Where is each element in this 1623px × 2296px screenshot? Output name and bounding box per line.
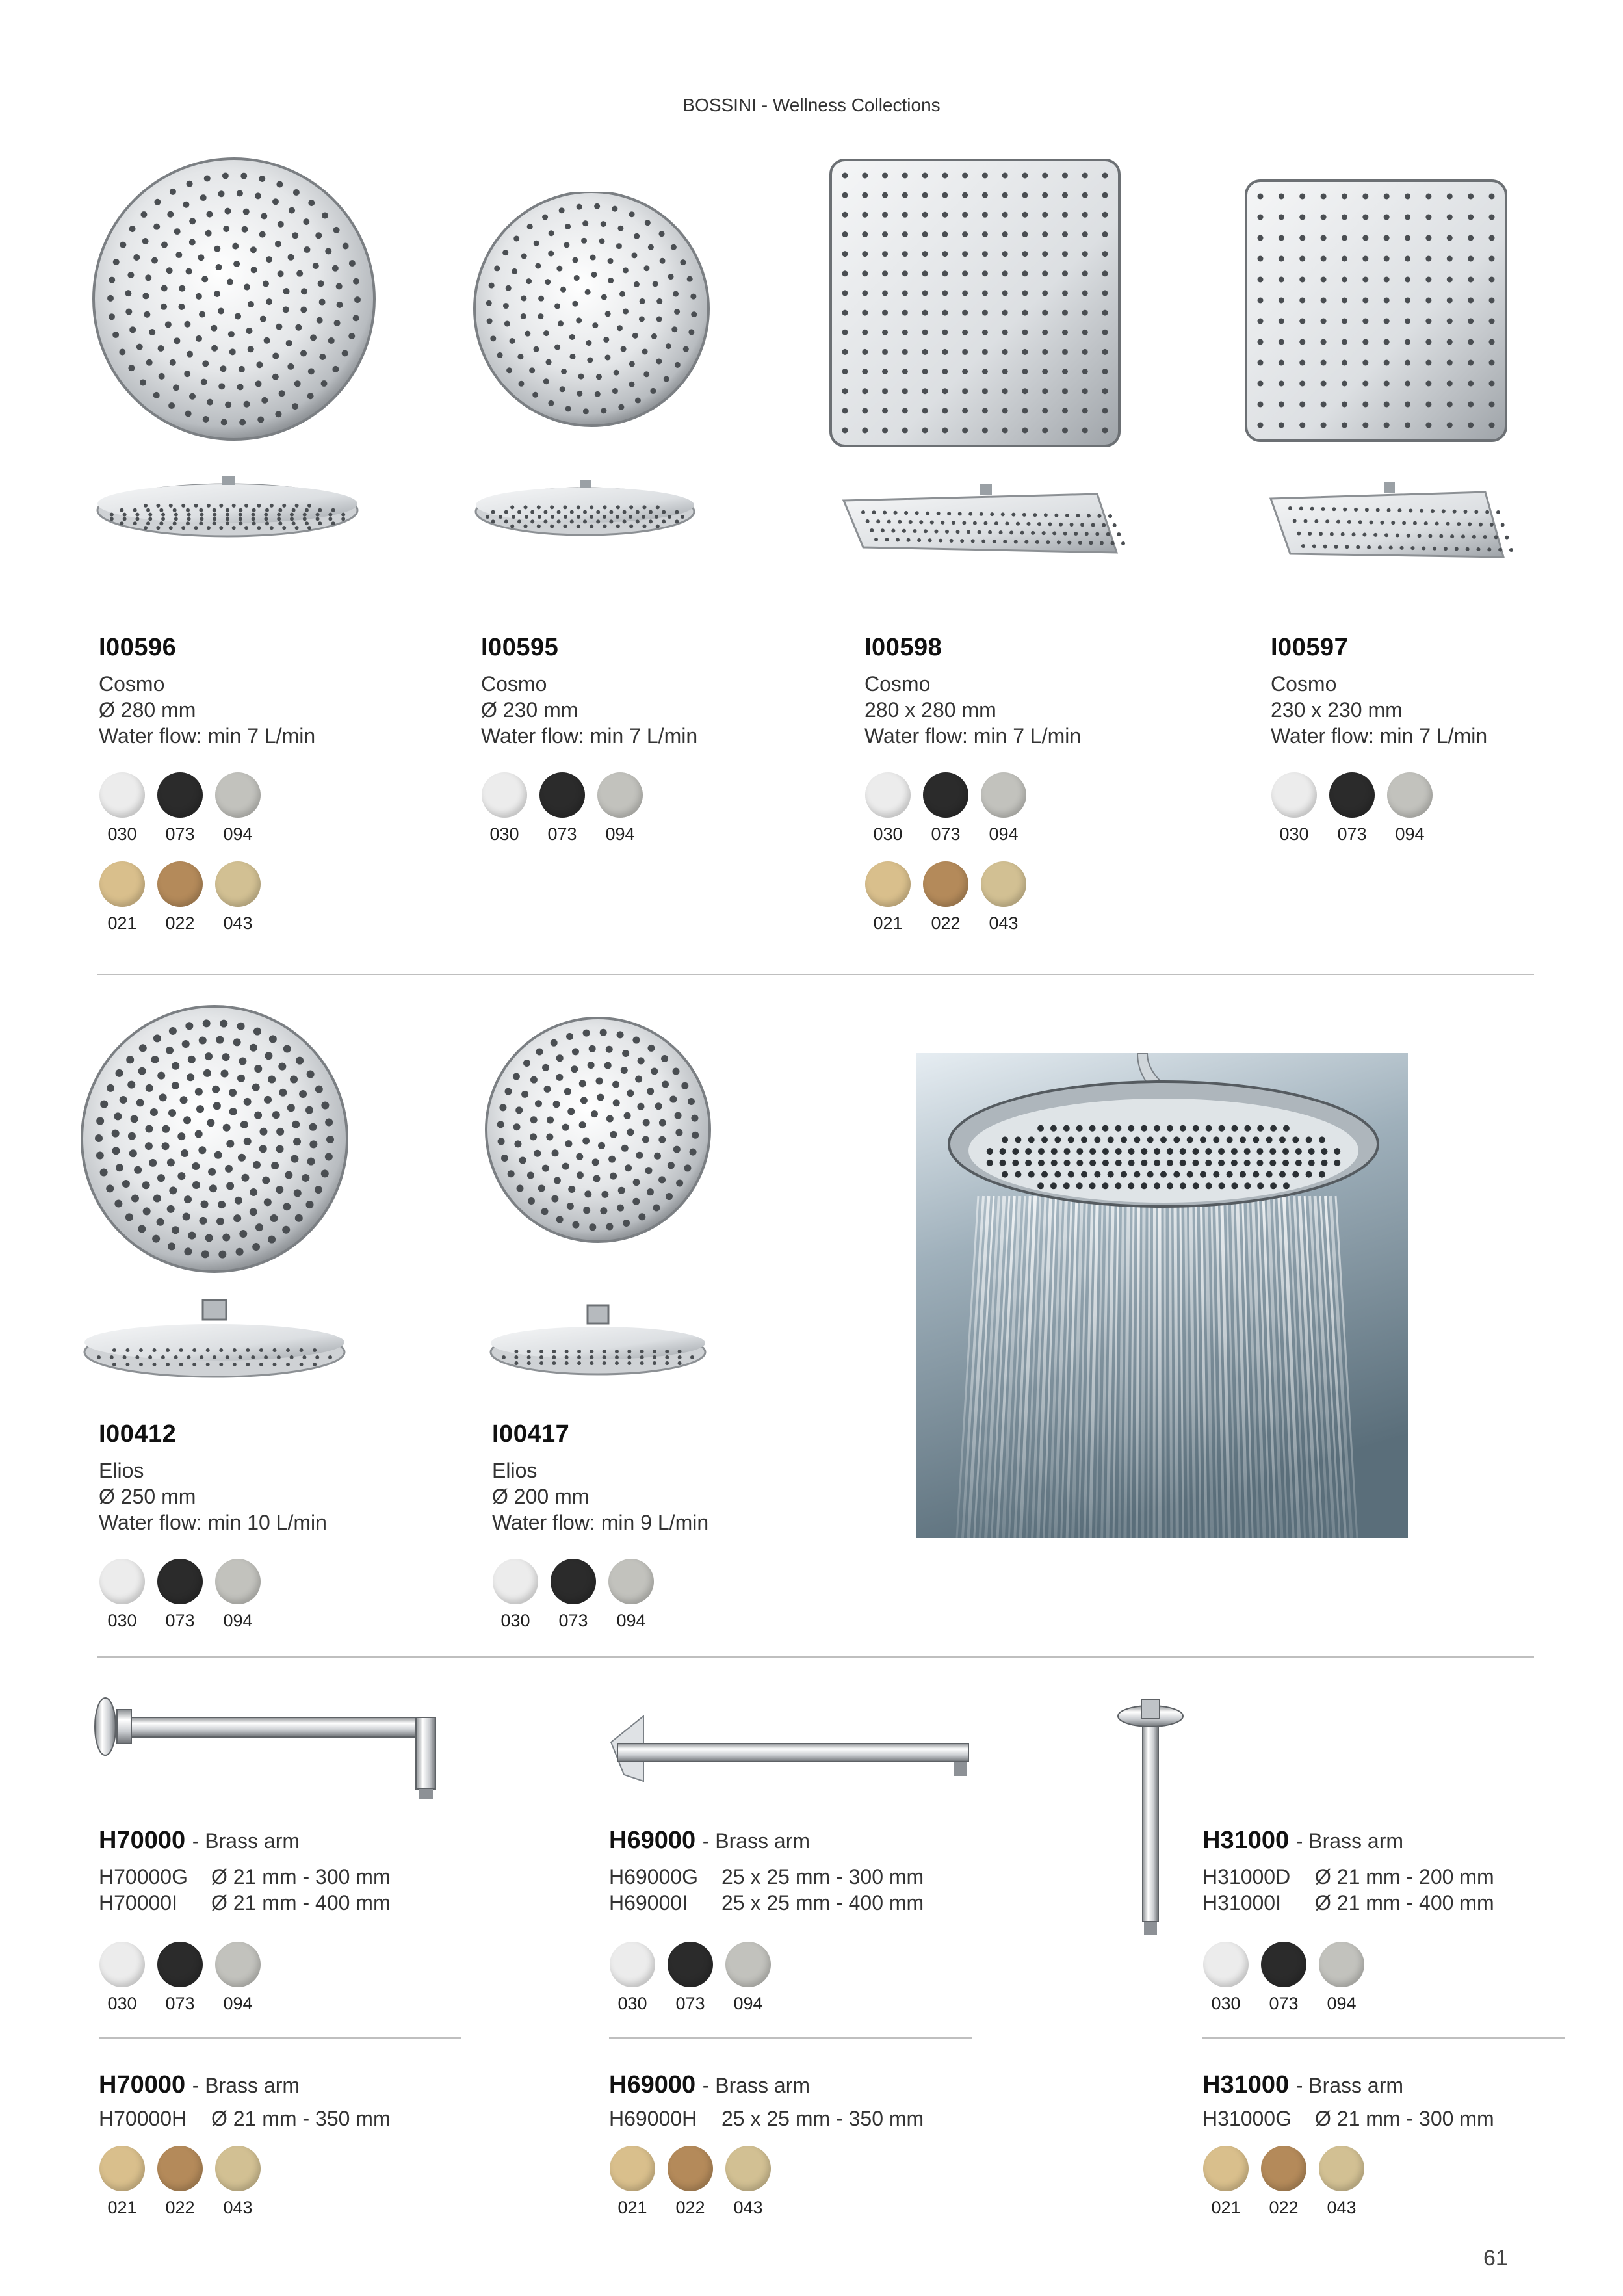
variant-code: H70000G	[99, 1865, 188, 1888]
product-name: Cosmo	[864, 672, 931, 696]
finish-code: 073	[1269, 1994, 1299, 2013]
finish-color-dot	[610, 2146, 655, 2191]
arm-subtitle: - Brass arm	[192, 1829, 300, 1853]
finish-color-dot	[157, 861, 203, 907]
variant-size: Ø 21 mm - 400 mm	[211, 1891, 391, 1914]
divider	[1202, 2037, 1565, 2039]
finish-swatch	[539, 772, 586, 844]
page-number: 61	[1483, 2246, 1508, 2271]
variant-code: H70000I	[99, 1891, 177, 1914]
variant-size: 25 x 25 mm - 400 mm	[721, 1891, 924, 1914]
arm-variant	[609, 2106, 973, 2132]
divider	[97, 1656, 1534, 1658]
finish-swatch	[550, 1559, 597, 1631]
product-name: Elios	[492, 1459, 538, 1482]
color-swatches	[864, 772, 1189, 844]
product-name: Elios	[99, 1459, 144, 1482]
finish-code: 030	[107, 1994, 137, 2013]
finish-color-dot	[981, 772, 1026, 818]
variant-size: Ø 21 mm - 400 mm	[1315, 1891, 1494, 1914]
finish-code: 073	[931, 824, 961, 844]
arm-card	[1202, 1827, 1566, 2218]
color-swatches	[99, 861, 424, 933]
product-flow: Water flow: min 9 L/min	[492, 1511, 709, 1534]
finish-color-dot	[215, 1559, 261, 1604]
finish-color-dot	[1319, 1942, 1364, 1987]
product-card	[481, 634, 806, 844]
finish-color-dot	[99, 861, 145, 907]
arm-title	[1202, 2071, 1566, 2099]
finish-color-dot	[597, 772, 643, 818]
product-code: I00596	[99, 634, 177, 661]
variant-size: 25 x 25 mm - 300 mm	[721, 1865, 924, 1888]
variant-code: H31000G	[1202, 2107, 1292, 2130]
finish-swatch	[1318, 1942, 1365, 2014]
finish-swatch	[667, 2146, 714, 2218]
arm-subtitle: - Brass arm	[1295, 2074, 1404, 2097]
variant-size: Ø 21 mm - 300 mm	[211, 1865, 391, 1888]
variant-code: H69000H	[609, 2107, 697, 2130]
variant-code: H70000H	[99, 2107, 187, 2130]
finish-swatch	[99, 1942, 146, 2014]
finish-swatch	[864, 772, 911, 844]
color-swatches	[864, 861, 1189, 933]
variant-code: H69000I	[609, 1891, 688, 1914]
finish-color-dot	[157, 1559, 203, 1604]
finish-code: 030	[489, 824, 519, 844]
arm-code: H31000	[1202, 2071, 1290, 2098]
finish-color-dot	[923, 861, 968, 907]
finish-swatch	[214, 1559, 261, 1631]
product-image-i00596	[78, 156, 390, 546]
finish-code: 073	[165, 1994, 195, 2013]
product-code: I00598	[864, 634, 942, 661]
arm-variant	[1202, 1864, 1566, 1890]
finish-color-dot	[157, 2146, 203, 2191]
arm-image-h70000	[91, 1690, 455, 1801]
arm-subtitle: - Brass arm	[192, 2074, 300, 2097]
finish-code: 073	[1337, 824, 1367, 844]
arm-card	[609, 1827, 973, 2218]
finish-code: 030	[1279, 824, 1309, 844]
product-size: Ø 230 mm	[481, 698, 578, 722]
product-size: Ø 280 mm	[99, 698, 196, 722]
arm-variant	[99, 2106, 463, 2132]
finish-swatch	[864, 861, 911, 933]
finish-color-dot	[1271, 772, 1317, 818]
finish-color-dot	[725, 2146, 771, 2191]
product-code: I00595	[481, 634, 559, 661]
finish-color-dot	[1329, 772, 1375, 818]
finish-color-dot	[215, 2146, 261, 2191]
variant-size: Ø 21 mm - 300 mm	[1315, 2107, 1494, 2130]
finish-swatch	[157, 1942, 203, 2014]
finish-code: 043	[1327, 2198, 1357, 2217]
finish-swatch	[1271, 772, 1318, 844]
arm-variant	[609, 1890, 973, 1916]
finish-swatch	[980, 772, 1027, 844]
finish-code: 030	[617, 1994, 647, 2013]
finish-code: 030	[107, 1611, 137, 1630]
finish-code: 021	[873, 913, 903, 933]
finish-color-dot	[1203, 1942, 1249, 1987]
variant-code: H31000D	[1202, 1865, 1291, 1888]
product-image-i00598	[824, 156, 1130, 566]
product-code: I00597	[1271, 634, 1349, 661]
finish-code: 094	[989, 824, 1019, 844]
finish-code: 030	[873, 824, 903, 844]
finish-code: 030	[500, 1611, 530, 1630]
finish-color-dot	[1261, 2146, 1306, 2191]
finish-code: 043	[733, 2198, 763, 2217]
finish-swatch	[608, 1559, 655, 1631]
finish-code: 073	[558, 1611, 588, 1630]
variant-code: H69000G	[609, 1865, 698, 1888]
finish-swatch	[597, 772, 643, 844]
color-swatches	[492, 1559, 817, 1631]
finish-code: 043	[989, 913, 1019, 933]
finish-swatch	[99, 2146, 146, 2218]
finish-color-dot	[215, 1942, 261, 1987]
finish-color-dot	[865, 861, 911, 907]
product-size: Ø 250 mm	[99, 1485, 196, 1508]
arm-title	[99, 1827, 463, 1855]
arm-title	[609, 1827, 973, 1855]
color-swatches	[1202, 2146, 1566, 2218]
finish-swatch	[481, 772, 528, 844]
finish-code: 094	[1395, 824, 1425, 844]
variant-size: Ø 21 mm - 200 mm	[1315, 1865, 1494, 1888]
finish-swatch	[492, 1559, 539, 1631]
product-card	[1271, 634, 1596, 844]
finish-swatch	[1202, 1942, 1249, 2014]
product-flow: Water flow: min 7 L/min	[99, 724, 316, 748]
finish-swatch	[980, 861, 1027, 933]
finish-code: 022	[1269, 2198, 1299, 2217]
arm-title	[99, 2071, 463, 2099]
finish-color-dot	[1203, 2146, 1249, 2191]
finish-color-dot	[1387, 772, 1433, 818]
color-swatches	[99, 772, 424, 844]
finish-color-dot	[99, 1942, 145, 1987]
finish-swatch	[157, 861, 203, 933]
color-swatches	[1202, 1942, 1566, 2014]
product-flow: Water flow: min 7 L/min	[1271, 724, 1488, 748]
product-image-i00417	[474, 1014, 721, 1378]
finish-swatch	[99, 861, 146, 933]
product-flow: Water flow: min 7 L/min	[864, 724, 1082, 748]
finish-code: 021	[617, 2198, 647, 2217]
finish-code: 073	[165, 824, 195, 844]
product-code: I00417	[492, 1420, 570, 1448]
arm-variant	[1202, 2106, 1566, 2132]
finish-swatch	[1318, 2146, 1365, 2218]
product-card	[99, 1420, 424, 1631]
finish-swatch	[157, 772, 203, 844]
finish-color-dot	[215, 772, 261, 818]
finish-code: 043	[223, 913, 253, 933]
finish-code: 022	[931, 913, 961, 933]
finish-code: 094	[605, 824, 635, 844]
finish-code: 073	[675, 1994, 705, 2013]
color-swatches	[99, 1942, 463, 2014]
color-swatches	[1271, 772, 1596, 844]
product-image-i00597	[1238, 177, 1518, 567]
finish-code: 094	[1327, 1994, 1357, 2013]
arm-title	[1202, 1827, 1566, 1855]
finish-code: 094	[223, 1994, 253, 2013]
finish-color-dot	[215, 861, 261, 907]
product-name: Cosmo	[481, 672, 547, 696]
product-image-i00412	[65, 1001, 364, 1391]
finish-color-dot	[99, 2146, 145, 2191]
product-card	[864, 634, 1189, 933]
finish-color-dot	[99, 1559, 145, 1604]
finish-swatch	[922, 861, 969, 933]
finish-swatch	[1260, 2146, 1307, 2218]
arm-code: H70000	[99, 1827, 186, 1854]
finish-color-dot	[981, 861, 1026, 907]
finish-swatch	[1260, 1942, 1307, 2014]
arm-code: H31000	[1202, 1827, 1290, 1854]
arm-subtitle: - Brass arm	[702, 2074, 811, 2097]
divider	[609, 2037, 972, 2039]
finish-code: 073	[547, 824, 577, 844]
finish-color-dot	[923, 772, 968, 818]
finish-swatch	[725, 1942, 772, 2014]
color-swatches	[99, 1559, 424, 1631]
finish-color-dot	[608, 1559, 654, 1604]
finish-swatch	[214, 1942, 261, 2014]
finish-swatch	[99, 772, 146, 844]
divider	[99, 2037, 461, 2039]
finish-code: 043	[223, 2198, 253, 2217]
finish-swatch	[725, 2146, 772, 2218]
product-size: 230 x 230 mm	[1271, 698, 1403, 722]
product-size: 280 x 280 mm	[864, 698, 996, 722]
finish-color-dot	[1261, 1942, 1306, 1987]
arm-subtitle: - Brass arm	[702, 1829, 811, 1853]
finish-color-dot	[539, 772, 585, 818]
finish-code: 094	[733, 1994, 763, 2013]
finish-code: 094	[223, 1611, 253, 1630]
product-flow: Water flow: min 10 L/min	[99, 1511, 327, 1534]
color-swatches	[609, 1942, 973, 2014]
finish-color-dot	[99, 772, 145, 818]
product-name: Cosmo	[1271, 672, 1337, 696]
finish-swatch	[157, 1559, 203, 1631]
arm-variant	[99, 1864, 463, 1890]
color-swatches	[609, 2146, 973, 2218]
arm-code: H69000	[609, 1827, 696, 1854]
finish-color-dot	[668, 2146, 713, 2191]
page-header: BOSSINI - Wellness Collections	[682, 95, 941, 115]
color-swatches	[99, 2146, 463, 2218]
finish-code: 021	[107, 913, 137, 933]
divider	[97, 974, 1534, 975]
finish-code: 094	[616, 1611, 646, 1630]
finish-color-dot	[482, 772, 527, 818]
finish-swatch	[157, 2146, 203, 2218]
finish-color-dot	[493, 1559, 538, 1604]
arm-image-h69000	[598, 1703, 975, 1794]
finish-swatch	[609, 1942, 656, 2014]
variant-code: H31000I	[1202, 1891, 1281, 1914]
finish-code: 022	[165, 2198, 195, 2217]
arm-variant	[99, 1890, 463, 1916]
finish-code: 021	[1211, 2198, 1241, 2217]
product-flow: Water flow: min 7 L/min	[481, 724, 698, 748]
finish-color-dot	[610, 1942, 655, 1987]
arm-image-h31000	[1105, 1690, 1196, 1937]
finish-swatch	[922, 772, 969, 844]
finish-color-dot	[865, 772, 911, 818]
variant-size: 25 x 25 mm - 350 mm	[721, 2107, 924, 2130]
finish-code: 073	[165, 1611, 195, 1630]
finish-swatch	[214, 2146, 261, 2218]
arm-variant	[609, 1864, 973, 1890]
product-image-i00595	[455, 192, 728, 556]
finish-color-dot	[1319, 2146, 1364, 2191]
finish-code: 021	[107, 2198, 137, 2217]
arm-card	[99, 1827, 463, 2218]
product-card	[99, 634, 424, 933]
finish-code: 030	[107, 824, 137, 844]
finish-code: 030	[1211, 1994, 1241, 2013]
arm-variant	[1202, 1890, 1566, 1916]
product-code: I00412	[99, 1420, 177, 1448]
finish-color-dot	[157, 1942, 203, 1987]
finish-code: 022	[675, 2198, 705, 2217]
finish-swatch	[1202, 2146, 1249, 2218]
finish-swatch	[667, 1942, 714, 2014]
finish-color-dot	[725, 1942, 771, 1987]
product-size: Ø 200 mm	[492, 1485, 590, 1508]
variant-size: Ø 21 mm - 350 mm	[211, 2107, 391, 2130]
finish-code: 094	[223, 824, 253, 844]
finish-code: 022	[165, 913, 195, 933]
finish-swatch	[214, 861, 261, 933]
finish-swatch	[609, 2146, 656, 2218]
arm-subtitle: - Brass arm	[1295, 1829, 1404, 1853]
finish-swatch	[1329, 772, 1375, 844]
color-swatches	[481, 772, 806, 844]
product-card	[492, 1420, 817, 1631]
finish-swatch	[99, 1559, 146, 1631]
arm-code: H70000	[99, 2071, 186, 2098]
arm-title	[609, 2071, 973, 2099]
finish-color-dot	[668, 1942, 713, 1987]
finish-swatch	[1386, 772, 1433, 844]
finish-color-dot	[551, 1559, 596, 1604]
finish-swatch	[214, 772, 261, 844]
product-name: Cosmo	[99, 672, 165, 696]
arm-code: H69000	[609, 2071, 696, 2098]
finish-color-dot	[157, 772, 203, 818]
shower-photo	[916, 1053, 1408, 1538]
